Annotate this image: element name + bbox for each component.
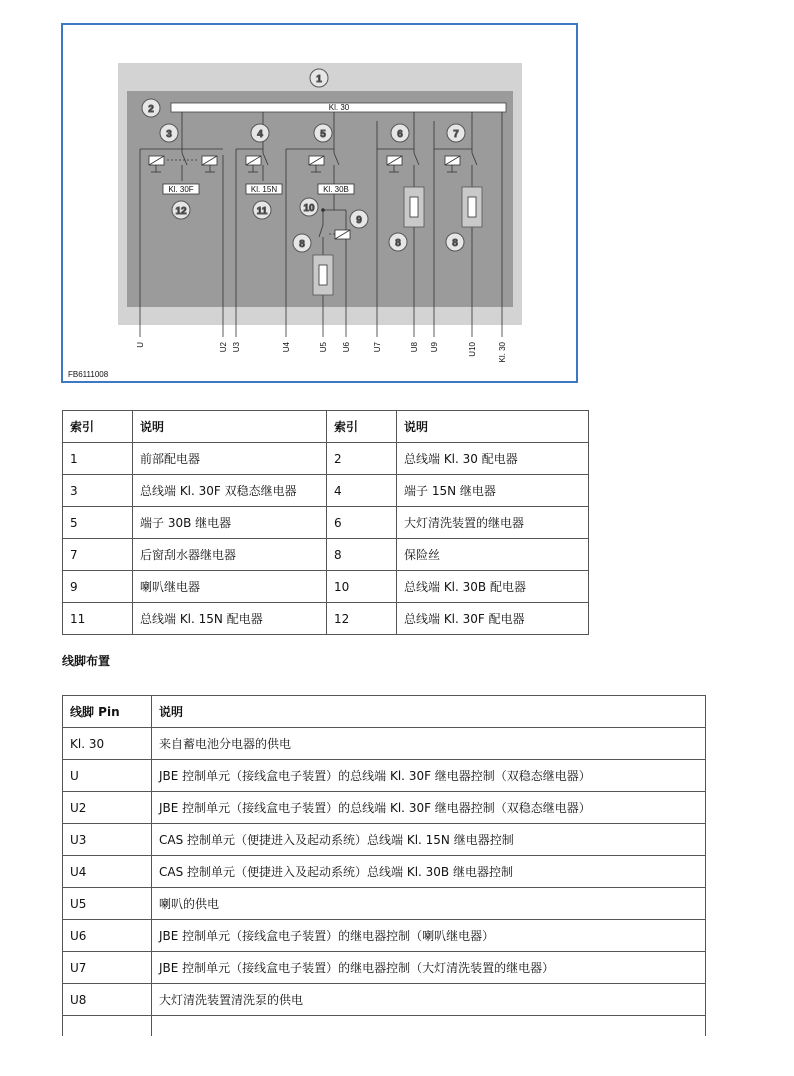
table-cell: 4 <box>327 475 397 507</box>
table-cell: Kl. 30 <box>63 728 152 760</box>
pin-label: U2 <box>219 342 228 353</box>
callout-bubble <box>251 124 269 142</box>
table-cell: 7 <box>63 539 133 571</box>
callout-bubble <box>160 124 178 142</box>
table-cell: U7 <box>63 952 152 984</box>
table-cell: CAS 控制单元（便捷进入及起动系统）总线端 Kl. 30B 继电器控制 <box>152 856 706 888</box>
pin-label: U3 <box>232 342 241 353</box>
table-cell: 总线端 Kl. 30 配电器 <box>397 443 589 475</box>
schematic-figure <box>61 23 578 383</box>
svg-text:8: 8 <box>395 238 401 249</box>
bus-label: Kl. 30 <box>328 103 350 112</box>
callout-bubble <box>310 69 328 87</box>
figure-id: FB6111008 <box>68 370 109 379</box>
callout-bubble <box>172 201 190 219</box>
table-cell: U8 <box>63 984 152 1016</box>
column-header: 线脚 Pin <box>63 696 152 728</box>
table-row <box>63 507 589 539</box>
relay-tag-15n: Kl. 15N <box>250 185 278 194</box>
table-cell: 1 <box>63 443 133 475</box>
callout-bubble <box>314 124 332 142</box>
svg-text:6: 6 <box>397 129 403 140</box>
table-row <box>63 443 589 475</box>
pin-labels <box>136 341 507 362</box>
svg-text:8: 8 <box>452 238 458 249</box>
table-row <box>63 728 706 760</box>
pin-label: U5 <box>319 342 328 353</box>
pin-label: U10 <box>468 342 477 357</box>
table-cell: 8 <box>327 539 397 571</box>
relay-tag-30b: Kl. 30B <box>323 185 349 194</box>
table-cell: 总线端 Kl. 30F 双稳态继电器 <box>133 475 327 507</box>
table-cell: U6 <box>63 920 152 952</box>
svg-text:8: 8 <box>299 239 305 250</box>
table-cell: U5 <box>63 888 152 920</box>
table-cell: 来自蓄电池分电器的供电 <box>152 728 706 760</box>
table-row <box>63 920 706 952</box>
pin-label: U9 <box>430 342 439 353</box>
table-cell: 大灯清洗装置清洗泵的供电 <box>152 984 706 1016</box>
column-header: 说明 <box>133 411 327 443</box>
pin-label: U4 <box>282 342 291 353</box>
table-cell <box>63 1016 152 1036</box>
table-cell: 6 <box>327 507 397 539</box>
svg-text:5: 5 <box>320 129 326 140</box>
svg-text:7: 7 <box>453 129 459 140</box>
table-cell: 总线端 Kl. 30B 配电器 <box>397 571 589 603</box>
table-row <box>63 792 706 824</box>
column-header: 索引 <box>327 411 397 443</box>
callout-bubble <box>253 201 271 219</box>
table-row <box>63 571 589 603</box>
table-cell: 总线端 Kl. 30F 配电器 <box>397 603 589 635</box>
table-row <box>63 603 589 635</box>
table-cell: 端子 15N 继电器 <box>397 475 589 507</box>
column-header: 说明 <box>397 411 589 443</box>
table-cell: JBE 控制单元（接线盒电子装置）的继电器控制（大灯清洗装置的继电器） <box>152 952 706 984</box>
table-cell: 3 <box>63 475 133 507</box>
table-cell: 喇叭继电器 <box>133 571 327 603</box>
wiring-diagram <box>63 25 576 381</box>
svg-text:9: 9 <box>356 215 362 226</box>
table-cell: U3 <box>63 824 152 856</box>
table-row <box>63 984 706 1016</box>
callout-bubble <box>293 234 311 252</box>
callout-bubble <box>389 233 407 251</box>
table-row <box>63 475 589 507</box>
table-row <box>63 856 706 888</box>
table-cell: 大灯清洗装置的继电器 <box>397 507 589 539</box>
callout-bubble <box>447 124 465 142</box>
table-cell: 总线端 Kl. 15N 配电器 <box>133 603 327 635</box>
table-cell <box>152 1016 706 1036</box>
fuse-icon <box>462 187 482 227</box>
svg-text:1: 1 <box>316 74 322 85</box>
svg-text:11: 11 <box>256 206 268 217</box>
pin-label: U <box>136 342 145 348</box>
table-cell: 10 <box>327 571 397 603</box>
table-cell: 端子 30B 继电器 <box>133 507 327 539</box>
table-row <box>63 952 706 984</box>
callout-bubble <box>300 198 318 216</box>
table-row <box>63 760 706 792</box>
pin-table <box>62 695 706 1036</box>
table-cell: 9 <box>63 571 133 603</box>
table-cell: 2 <box>327 443 397 475</box>
fuse-icon <box>404 187 424 227</box>
svg-text:2: 2 <box>148 104 154 115</box>
legend-table <box>62 410 589 635</box>
table-cell: JBE 控制单元（接线盒电子装置）的总线端 Kl. 30F 继电器控制（双稳态继电器） <box>152 760 706 792</box>
svg-text:12: 12 <box>175 206 187 217</box>
relay-tag-30f: Kl. 30F <box>168 185 194 194</box>
table-row <box>63 888 706 920</box>
svg-text:10: 10 <box>303 203 315 214</box>
pin-label: U6 <box>342 342 351 353</box>
table-cell: JBE 控制单元（接线盒电子装置）的继电器控制（喇叭继电器） <box>152 920 706 952</box>
table-row <box>63 824 706 856</box>
svg-text:3: 3 <box>166 129 172 140</box>
table-header-row <box>63 411 589 443</box>
table-cell: 喇叭的供电 <box>152 888 706 920</box>
table-row <box>63 539 589 571</box>
table-row <box>63 1016 706 1036</box>
table-cell: JBE 控制单元（接线盒电子装置）的总线端 Kl. 30F 继电器控制（双稳态继电器） <box>152 792 706 824</box>
table-cell: 保险丝 <box>397 539 589 571</box>
svg-text:4: 4 <box>257 129 263 140</box>
table-cell: 11 <box>63 603 133 635</box>
callout-bubble <box>350 210 368 228</box>
pin-label: U7 <box>373 342 382 353</box>
table-cell: 12 <box>327 603 397 635</box>
pin-label: Kl. 30 <box>498 342 507 363</box>
section-title: 线脚布置 <box>62 654 111 668</box>
table-cell: U <box>63 760 152 792</box>
pin-label: U8 <box>410 342 419 353</box>
callout-bubble <box>391 124 409 142</box>
table-cell: 前部配电器 <box>133 443 327 475</box>
column-header: 说明 <box>152 696 706 728</box>
column-header: 索引 <box>63 411 133 443</box>
table-cell: U2 <box>63 792 152 824</box>
table-cell: U4 <box>63 856 152 888</box>
table-cell: 5 <box>63 507 133 539</box>
table-header-row <box>63 696 706 728</box>
callout-bubble <box>142 99 160 117</box>
fuse-icon <box>313 255 333 295</box>
callout-bubble <box>446 233 464 251</box>
table-cell: 后窗刮水器继电器 <box>133 539 327 571</box>
table-cell: CAS 控制单元（便捷进入及起动系统）总线端 Kl. 15N 继电器控制 <box>152 824 706 856</box>
